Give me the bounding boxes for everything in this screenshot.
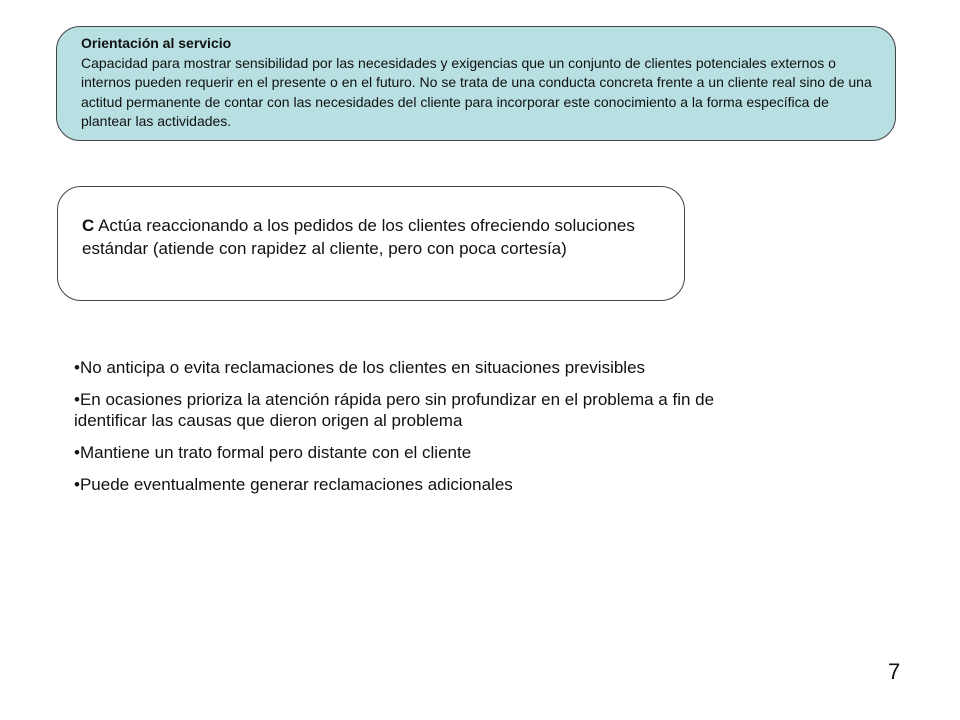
behavior-item: •En ocasiones prioriza la atención rápida pero sin profundizar en el problema a fin de identificar las causas que dieron origen al problema — [74, 390, 715, 430]
competency-level-box — [57, 186, 685, 301]
level-letter: C — [82, 216, 95, 235]
behavior-item: •Puede eventualmente generar reclamaciones adicionales — [74, 475, 513, 494]
competency-title: Orientación al servicio — [81, 35, 232, 51]
level-description: Actúa reaccionando a los pedidos de los clientes ofreciendo soluciones estándar (atiende con rapidez al cliente, pero con poca cortesía) — [82, 216, 635, 258]
page-number: 7 — [888, 659, 901, 684]
behavior-list — [74, 357, 764, 506]
competency-definition-box — [56, 26, 896, 141]
competency-description: Capacidad para mostrar sensibilidad por las necesidades y exigencias que un conjunto de clientes potenciales externos o internos pueden requerir en el presente o en el futuro. No se trata de una conducta concreta frente a un cliente real sino de una actitud permanente de contar con las necesidades del cliente para incorporar este conocimiento a la forma específica de plantear las actividades. — [81, 54, 872, 129]
behavior-item: •Mantiene un trato formal pero distante con el cliente — [74, 443, 472, 462]
behavior-item: •No anticipa o evita reclamaciones de los clientes en situaciones previsibles — [74, 358, 646, 377]
